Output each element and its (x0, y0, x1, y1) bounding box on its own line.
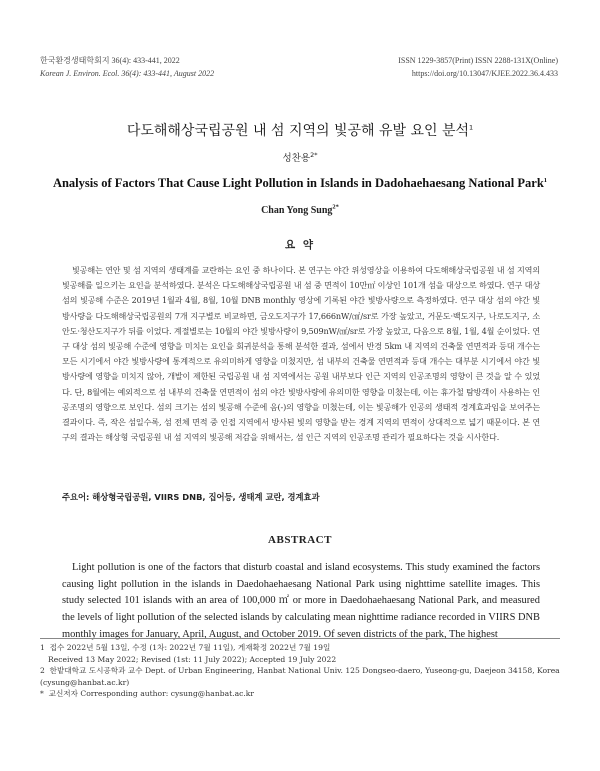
footnote-dates-en: Received 13 May 2022; Revised (1st: 11 July 2022); Accepted 19 July 2022 (48, 654, 337, 664)
doi-link[interactable]: https://doi.org/10.13047/KJEE.2022.36.4.433 (411, 69, 558, 78)
title-ko-footnote-mark: 1 (469, 123, 474, 132)
paper-title-ko (0, 120, 600, 140)
journal-citation (40, 54, 214, 80)
paper-title-en (0, 176, 600, 191)
author-en-name: Chan Yong Sung (261, 205, 333, 216)
paper-title-en-text: Analysis of Factors That Cause Light Pollution in Islands in Dadohaehaesang National Park (52, 176, 544, 190)
abstract-en-body: Light pollution is one of the factors that disturb coastal and island ecosystems. This study examined the factors causing light pollution in the islands in Daedohaehaesang National Park using nighttime satellite images. This study selected 101 islands with an area of 100,000 ㎡ or more in Daedohaehaesang National Park, and measured the levels of light pollution of the selected islands by calculating mean nighttime radiance recorded in VIIRS DNB monthly images for January, April, August, and October 2019. Of seven districts of the park, The highest (62, 562, 540, 640)
abstract-en-heading: ABSTRACT (268, 534, 332, 546)
journal-citation-en: Korean J. Environ. Ecol. 36(4): 433-441, August 2022 (40, 69, 215, 78)
author-en-footnote-mark: 2* (332, 203, 339, 211)
footnote-dates-ko: 1 접수 2022년 5월 13일, 수정 (1차: 2022년 7월 11일), 게재확정 2022년 7월 19일 (40, 643, 331, 652)
author-ko-name: 성찬용 (282, 153, 311, 164)
journal-citation-ko: 한국환경생태학회지 36(4): 433-441, 2022 (40, 56, 180, 65)
footnotes (40, 642, 560, 700)
abstract-ko-heading: 요 약 (285, 239, 315, 251)
footnote-affiliation: 2 한밭대학교 도시공학과 교수 Dept. of Urban Engineering, Hanbat National Univ. 125 Dongseo-daero, Yuseong-gu, Daejeon 34158, Korea (cysung@hanbat.ac.kr) (40, 666, 560, 687)
issn-doi-block (398, 54, 558, 80)
paper-title-ko-text: 다도해해상국립공원 내 섬 지역의 빛공해 유발 요인 분석 (126, 123, 470, 139)
title-en-footnote-mark: 1 (543, 176, 548, 184)
footnote-corresponding: * 교신저자 Corresponding author: cysung@hanbat.ac.kr (40, 689, 254, 699)
author-ko-footnote-mark: 2* (310, 150, 318, 159)
author-ko (0, 150, 600, 164)
keywords-ko: 주요어: 해상형국립공원, VIIRS DNB, 집어등, 생태계 교란, 경계효과 (62, 492, 320, 502)
issn: ISSN 1229-3857(Print) ISSN 2288-131X(Online) (398, 56, 558, 65)
abstract-ko-body: 빛공해는 연안 및 섬 지역의 생태계를 교란하는 요인 중 하나이다. 본 연구는 야간 위성영상을 이용하여 다도해해상국립공원 내 섬 지역의 빛공해를 일으키는 요인을 분석하였다. 분석은 다도해해상국립공원 내 섬 중 면적이 10만㎡ 이상인 101개 섬을 대상으로 하였다. 연구 대상 섬의 빛공해 수준은 2019년 1월과 4월, 8월, 10월 DNB monthly 영상에 기록된 야간 빛방사량으로 측정하였다. 연구 대상 섬의 야간 빛방사량을 다도해해상국립공원의 7개 지구별로 비교하면, 금오도지구가 17,666nW/㎠/sr로 가장 높았고, 거문도·백도지구, 나로도지구, 소안도·청산도지구가 뒤를 이었다. 계절별로는 10월의 야간 빛방사량이 9,509nW/㎠/sr로 가장 높았고, 다음으로 8월, 1월, 4월 순이었다. 연구 대상 섬의 빛공해 수준에 영향을 미치는 요인을 회귀분석을 통해 분석한 결과, 섬에서 반경 5km 내 지역의 건축물 연면적과 등대 개수는 모든 시기에서 야간 빛방사량에 통계적으로 유의미하게 영향을 미쳤지만, 섬 내부의 건축물 연면적과 등대 개수는 대부분 시기에서 야간 빛방사량에 영향을 미치지 않아, 개발이 제한된 국립공원 내 섬 지역에서는 공원 내부보다 인근 지역의 인공조명의 영향이 큰 것을 알 수 있었다. 단, 8월에는 예외적으로 섬 내부의 건축물 연면적이 섬의 야간 빛방사량에 유의미한 영향을 미쳤는데, 이는 휴가철 탐방객이 사용하는 인공조명의 영향으로 보인다. 섬의 크기는 섬의 빛공해 수준에 음(-)의 영향을 미쳤는데, 이는 빛공해가 인공의 생태적 경계효과임을 보여주는 결과이다. 즉, 작은 섬일수록, 섬 전체 면적 중 인접 지역에서 방사된 빛의 영향을 받는 경계 지역의 면적이 상대적으로 넓기 때문이다. 본 연구의 결과는 해상형 국립공원 내 섬 지역의 빛공해 저감을 위해서는, 섬 인근 지역의 인공조명 관리가 필요하다는 것을 시사한다. (62, 265, 540, 443)
footnote-divider (40, 638, 560, 639)
author-en (0, 205, 600, 216)
